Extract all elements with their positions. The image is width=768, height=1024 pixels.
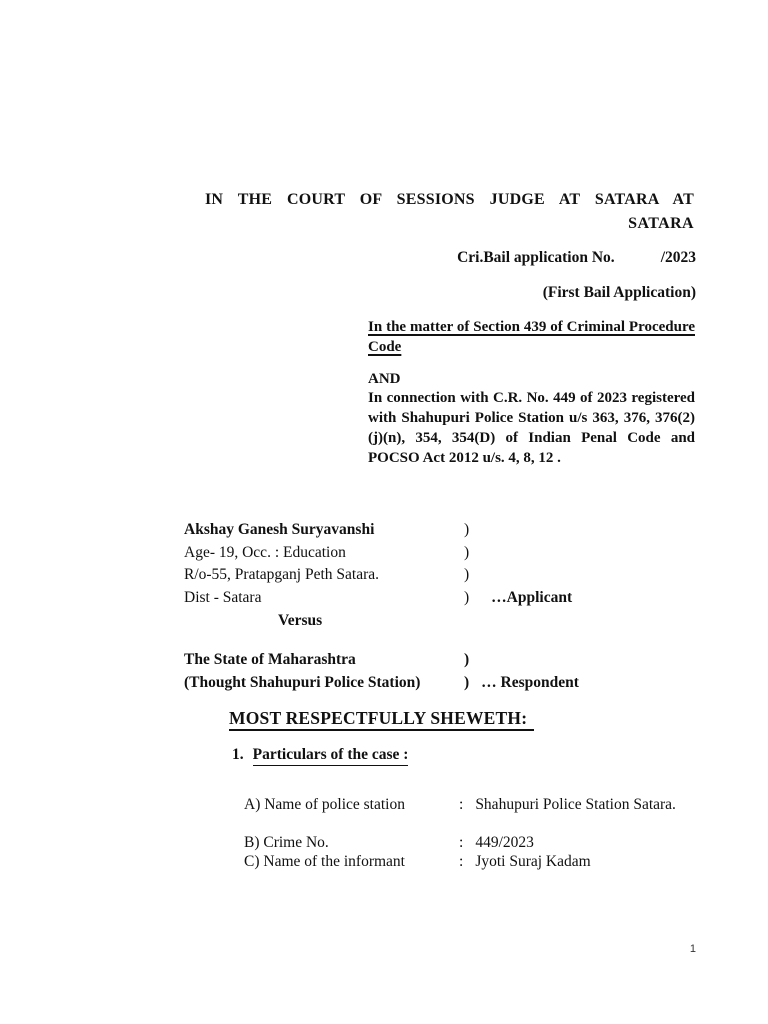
item-label: A) Name of police station bbox=[244, 796, 405, 813]
versus-label: Versus bbox=[278, 612, 323, 629]
salutation-text: MOST RESPECTFULLY SHEWETH: bbox=[229, 708, 534, 731]
case-number-label: Cri.Bail application No. bbox=[457, 249, 615, 266]
applicant-name-row bbox=[184, 519, 572, 542]
item-label: C) Name of the informant bbox=[244, 853, 405, 870]
item-value: Shahupuri Police Station Satara. bbox=[475, 796, 676, 813]
case-bracket: ) bbox=[464, 521, 470, 538]
court-title-line1: IN THE COURT OF SESSIONS JUDGE AT SATARA AT bbox=[205, 191, 694, 208]
matter-block bbox=[368, 318, 695, 469]
applicant-district: Dist - Satara bbox=[184, 588, 262, 606]
applicant-age-occupation: Age- 19, Occ. : Education bbox=[184, 543, 346, 561]
item-label: B) Crime No. bbox=[244, 833, 329, 851]
matter-section-line: In the matter of Section 439 of Criminal Procedure Code bbox=[368, 319, 695, 355]
respondent-name: The State of Maharashtra bbox=[184, 651, 356, 668]
matter-conjunction: AND bbox=[368, 370, 401, 387]
item-value: 449/2023 bbox=[475, 833, 534, 851]
application-type: (First Bail Application) bbox=[542, 284, 696, 301]
item-informant-name bbox=[244, 852, 676, 872]
item-separator: : bbox=[459, 853, 464, 870]
page-number: 1 bbox=[689, 943, 696, 955]
applicant-address: R/o-55, Pratapganj Peth Satara. bbox=[184, 566, 379, 584]
item-police-station bbox=[244, 795, 676, 815]
applicant-block bbox=[184, 519, 572, 609]
case-bracket: ) bbox=[464, 566, 470, 584]
respondent-role-label: … Respondent bbox=[481, 673, 579, 691]
applicant-role-label: …Applicant bbox=[491, 588, 573, 606]
respondent-station-row bbox=[184, 672, 579, 695]
applicant-address-row bbox=[184, 564, 572, 587]
applicant-age-row bbox=[184, 542, 572, 565]
case-bracket: ) bbox=[464, 588, 470, 606]
item-value: Jyoti Suraj Kadam bbox=[475, 853, 591, 870]
case-bracket: ) bbox=[464, 673, 470, 691]
applicant-district-row bbox=[184, 587, 572, 610]
respondent-block bbox=[184, 649, 579, 694]
case-number-line bbox=[457, 248, 696, 268]
section1-heading bbox=[232, 746, 408, 766]
case-bracket: ) bbox=[464, 651, 470, 668]
item-separator: : bbox=[459, 796, 464, 813]
section1-number: 1. bbox=[232, 746, 244, 763]
item-crime-number bbox=[244, 833, 676, 853]
case-number-year: /2023 bbox=[660, 249, 696, 266]
item-separator: : bbox=[459, 833, 464, 851]
respondent-police-station: (Thought Shahupuri Police Station) bbox=[184, 673, 421, 691]
case-particulars-list bbox=[244, 795, 676, 872]
respondent-name-row bbox=[184, 649, 579, 672]
section1-title: Particulars of the case : bbox=[253, 746, 409, 766]
court-title-line2: SATARA bbox=[628, 215, 694, 232]
salutation-heading bbox=[229, 708, 534, 729]
applicant-name: Akshay Ganesh Suryavanshi bbox=[184, 521, 375, 538]
matter-connection-paragraph: In connection with C.R. No. 449 of 2023 registered with Shahupuri Police Station u/s 363, 376, 376(2)(j)(n), 354, 354(D) of Indian Penal Code and POCSO Act 2012 u/s. 4, 8, 12 . bbox=[368, 390, 695, 466]
case-bracket: ) bbox=[464, 543, 470, 561]
